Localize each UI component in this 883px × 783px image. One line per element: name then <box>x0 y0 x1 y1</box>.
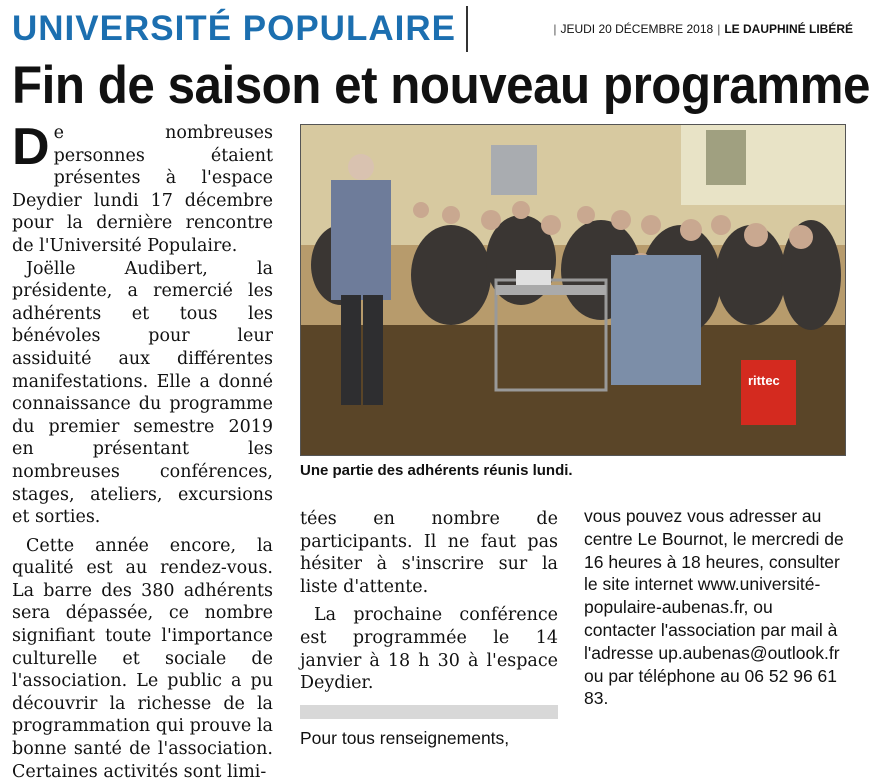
paragraph-4: tées en nombre de participants. Il ne faut pas hésiter à s'inscrire sur la liste d'attente. <box>300 509 558 597</box>
article-headline: Fin de saison et nouveau programme <box>12 56 870 115</box>
paragraph-2: Joëlle Audibert, la présidente, a remercié les adhérents et tous les bénévoles pour leur assiduité aux différentes manifestations. Elle a donné connaissance du programme du premier semestre 2019 en présentant les nombreuses conférences, stages, ateliers, excursions et sorties. <box>12 258 273 528</box>
info-box-start: Pour tous renseignements, <box>300 727 510 748</box>
photo-bag-label: rittec <box>748 373 780 388</box>
dateline: | JEUDI 20 DÉCEMBRE 2018 | LE DAUPHINÉ LIBÉRÉ <box>553 22 853 36</box>
newspaper-name: LE DAUPHINÉ LIBÉRÉ <box>724 22 853 36</box>
info-box-text: vous pouvez vous adresser au centre Le Bournot, le mercredi de 16 heures à 18 heures, consulter le site internet www.université-populaire-aubenas.fr, ou contacter l'association par mail à l'adresse up.aubenas@outlook.fr ou par téléphone au 06 52 96 61 83. <box>584 506 844 709</box>
info-box-divider <box>300 705 558 719</box>
paragraph-5: La prochaine conférence est programmée le 14 janvier à 18 h 30 à l'espace Deydier. <box>300 605 558 694</box>
photo-caption: Une partie des adhérents réunis lundi. <box>300 462 573 479</box>
article-column-1 <box>12 118 273 783</box>
paragraph-1: De nombreuses personnes étaient présentes à l'espace Deydier lundi 17 décembre pour la dernière rencontre de l'Université Populaire. <box>12 118 273 256</box>
publication-date: JEUDI 20 DÉCEMBRE 2018 <box>560 22 714 36</box>
article-column-2 <box>300 508 558 749</box>
paragraph-3: Cette année encore, la qualité est au rendez-vous. La barre des 380 adhérents sera dépassée, ce nombre signifiant toute l'importance culturelle et sociale de l'association. Le public a pu découvrir la richesse de la programmation qui prouve la bonne santé de l'association. Certaines activités sont limi- <box>12 535 273 782</box>
audience-photo-illustration <box>301 125 845 455</box>
article-column-3 <box>584 505 846 710</box>
article-photo <box>300 124 846 456</box>
drop-cap: D <box>12 118 50 176</box>
section-rubric: UNIVERSITÉ POPULAIRE <box>12 6 468 52</box>
